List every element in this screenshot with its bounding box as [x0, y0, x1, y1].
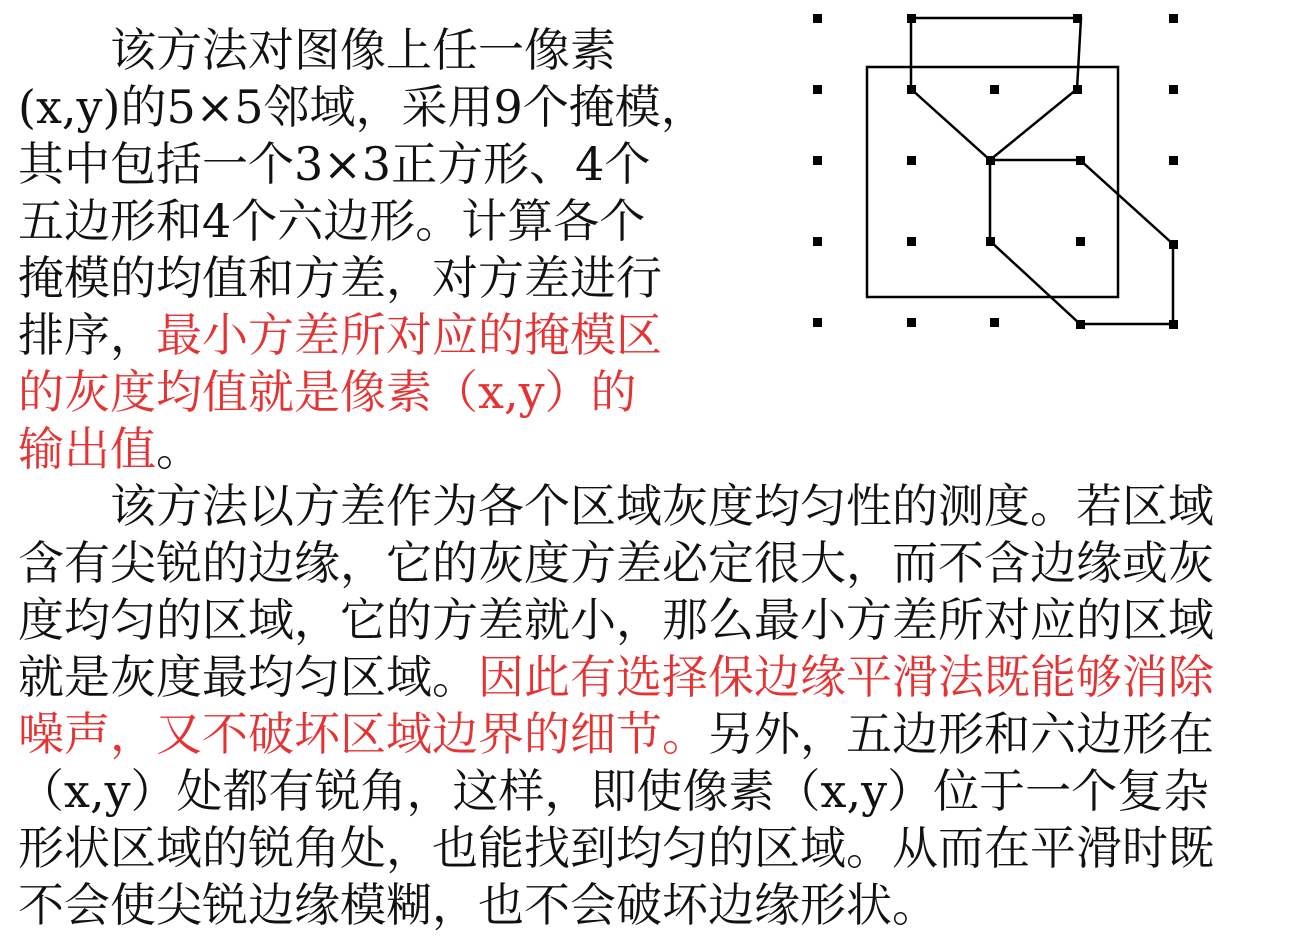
- grid-point: [990, 318, 999, 327]
- paragraph-1: [18, 22, 718, 478]
- p2-line-6: （x,y）处都有锐角，这样，即使像素（x,y）位于一个复杂: [18, 764, 1210, 818]
- grid-point: [990, 85, 999, 94]
- grid-point: [907, 237, 916, 246]
- p2-line-2: 含有尖锐的边缘，它的灰度方差必定很大，而不含边缘或灰: [18, 536, 1214, 590]
- grid-point: [1169, 156, 1178, 165]
- square-mask-outline: [867, 67, 1118, 297]
- p1-line-6: [18, 307, 718, 364]
- grid-point: [907, 156, 916, 165]
- p1-line-6-highlight: 最小方差所对应的掩模区: [156, 308, 662, 362]
- p1-line-3: 其中包括一个3×3正方形、4个: [18, 137, 651, 191]
- p1-line-8: [18, 421, 718, 478]
- p1-line-8-text: 。: [156, 422, 202, 476]
- p1-line-4: 五边形和4个六边形。计算各个: [18, 194, 646, 248]
- grid-point: [813, 14, 822, 23]
- grid-point: [1076, 237, 1085, 246]
- grid-point: [1169, 14, 1178, 23]
- grid-point: [813, 85, 822, 94]
- mask-diagram: [800, 0, 1200, 345]
- p2-line-1: 该方法以方差作为各个区域灰度均匀性的测度。若区域: [18, 479, 1214, 533]
- p2-line-5: [18, 706, 1283, 763]
- p2-line-7: 形状区域的锐角处，也能找到均匀的区域。从而在平滑时既: [18, 821, 1214, 875]
- paragraph-2: [18, 478, 1283, 934]
- p1-line-1: 该方法对图像上任一像素: [18, 23, 616, 77]
- p2-line-5-highlight: 噪声，又不破坏区域边界的细节。: [18, 707, 708, 761]
- p1-line-5: 掩模的均值和方差，对方差进行: [18, 251, 662, 305]
- grid-point: [813, 318, 822, 327]
- grid-point: [813, 156, 822, 165]
- grid-point: [1169, 85, 1178, 94]
- p1-line-6-text: 排序，: [18, 308, 156, 362]
- p2-line-5-text: 另外，五边形和六边形在: [708, 707, 1214, 761]
- p2-line-8: 不会使尖锐边缘模糊，也不会破坏边缘形状。: [18, 878, 938, 932]
- p2-line-3: 度均匀的区域，它的方差就小，那么最小方差所对应的区域: [18, 593, 1214, 647]
- grid-point: [813, 237, 822, 246]
- p1-line-2: (x,y)的5×5邻域，采用9个掩模，: [18, 80, 707, 134]
- p1-line-7-highlight: 的灰度均值就是像素（x,y）的: [18, 365, 637, 419]
- p1-line-8-highlight: 输出值: [18, 422, 156, 476]
- p2-line-4-text: 就是灰度最均匀区域。: [18, 650, 478, 704]
- grid-point: [907, 318, 916, 327]
- p2-line-4-highlight: 因此有选择保边缘平滑法既能够消除: [478, 650, 1214, 704]
- p2-line-4: [18, 649, 1283, 706]
